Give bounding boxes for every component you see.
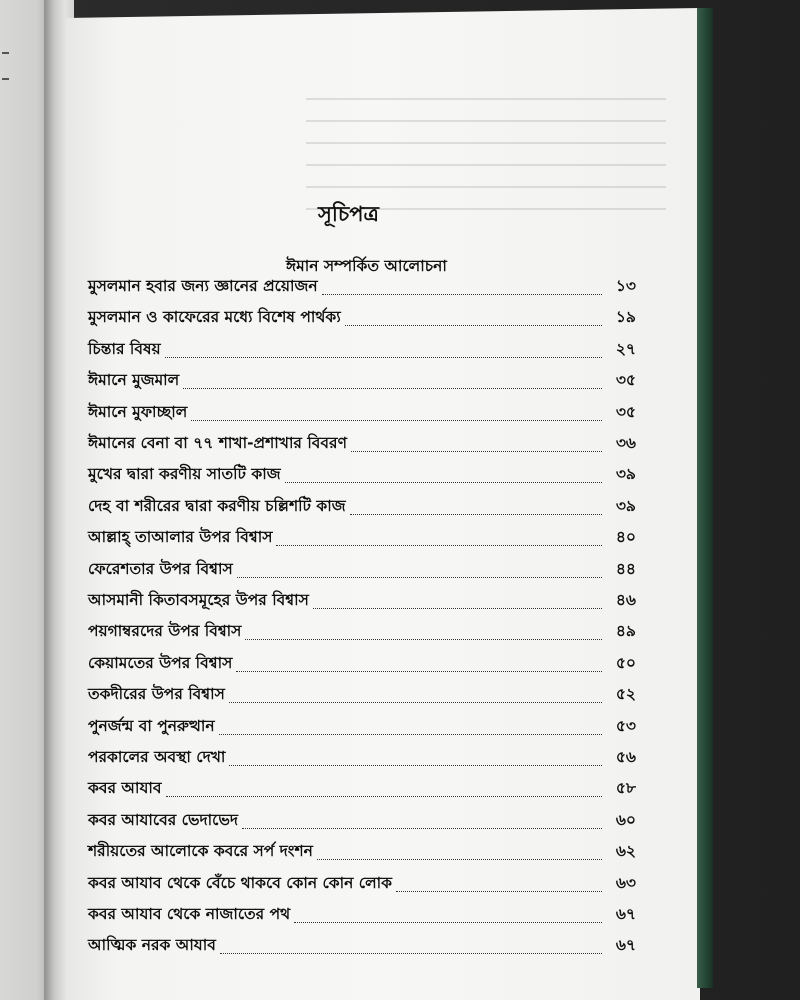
toc-entry bbox=[88, 617, 636, 645]
dot-leader bbox=[276, 545, 602, 546]
toc-entry-page-number: ৩৫ bbox=[615, 371, 636, 390]
toc-entry bbox=[88, 366, 636, 394]
toc-entry-page-number: ৫০ bbox=[615, 653, 636, 672]
toc-entry-label: চিন্তার বিষয় bbox=[88, 339, 161, 358]
toc-entry-label: দেহ বা শরীরের দ্বারা করণীয় চল্লিশটি কাজ bbox=[88, 496, 346, 515]
toc-entry bbox=[88, 460, 636, 488]
toc-title: সূচিপত্র bbox=[318, 202, 379, 226]
dot-leader bbox=[183, 388, 602, 389]
toc-entry-page-number: ৫৩ bbox=[615, 716, 636, 735]
toc-entry bbox=[88, 837, 636, 865]
show-through-text bbox=[306, 98, 666, 258]
toc-entry-page-number: ৪০ bbox=[615, 528, 636, 547]
toc-entry bbox=[88, 900, 636, 928]
toc-entry-label: শরীয়তের আলোকে কবরে সর্প দংশন bbox=[88, 842, 313, 861]
toc-entry bbox=[88, 555, 636, 583]
dot-leader bbox=[396, 891, 602, 892]
toc-entry-page-number: ১৯ bbox=[615, 308, 636, 327]
toc-entry bbox=[88, 931, 636, 959]
toc-entry bbox=[88, 649, 636, 677]
dot-leader bbox=[345, 325, 602, 326]
toc-entry-page-number: ৬০ bbox=[615, 810, 636, 829]
toc-entry-label: পরকালের অবস্থা দেখা bbox=[88, 748, 226, 766]
toc-entry-label: ঈমানে মুজমাল bbox=[88, 371, 180, 390]
toc-entry-label: ঈমানে মুফাচ্ছাল bbox=[88, 402, 188, 421]
toc-entry-label: কবর আযাব থেকে নাজাতের পথ bbox=[88, 905, 291, 923]
toc-entry-label: ফেরেশতার উপর বিশ্বাস bbox=[88, 559, 233, 578]
dot-leader bbox=[191, 420, 602, 421]
toc-entry-page-number: ৪৪ bbox=[615, 559, 636, 578]
dot-leader bbox=[317, 859, 602, 860]
toc-entry bbox=[88, 303, 636, 331]
toc-entry-page-number: ৬২ bbox=[615, 842, 636, 861]
section-heading: ঈমান সম্পর্কিত আলোচনা bbox=[286, 257, 447, 275]
toc-entry-page-number: ৩৫ bbox=[615, 402, 636, 421]
toc-entry-label: কবর আযাবের ভেদাভেদ bbox=[88, 810, 239, 829]
dot-leader bbox=[285, 482, 602, 483]
toc-entry-label: কেয়ামতের উপর বিশ্বাস bbox=[88, 653, 233, 672]
toc-entry bbox=[88, 869, 636, 897]
toc-entry bbox=[88, 429, 636, 457]
toc-entry-label: ঈমানের বেনা বা ৭৭ শাখা-প্রশাখার বিবরণ bbox=[88, 434, 347, 452]
toc-entry-page-number: ৫৬ bbox=[615, 748, 636, 766]
toc-entry bbox=[88, 680, 636, 708]
toc-entry bbox=[88, 523, 636, 551]
toc-entry-label: মুসলমান ও কাফেরের মধ্যে বিশেষ পার্থক্য bbox=[88, 308, 341, 327]
toc-entry bbox=[88, 398, 636, 426]
toc-entry bbox=[88, 272, 636, 300]
dot-leader bbox=[242, 828, 602, 829]
toc-entry-page-number: ৪৯ bbox=[615, 622, 636, 641]
print-mark bbox=[2, 78, 9, 80]
toc-entry bbox=[88, 743, 636, 771]
toc-entry-label: পুনর্জন্ম বা পুনরুত্থান bbox=[88, 716, 215, 735]
dot-leader bbox=[229, 702, 602, 703]
toc-entry-label: মুখের দ্বারা করণীয় সাতটি কাজ bbox=[88, 465, 281, 484]
toc-entry-page-number: ৫২ bbox=[615, 685, 636, 704]
toc-entry-page-number: ১৩ bbox=[615, 277, 636, 295]
dot-leader bbox=[294, 922, 602, 923]
toc-entry bbox=[88, 335, 636, 363]
toc-entry bbox=[88, 586, 636, 614]
toc-entry-label: আল্লাহ্ তাআলার উপর বিশ্বাস bbox=[88, 528, 273, 547]
toc-entry-label: পয়গাম্বরদের উপর বিশ্বাস bbox=[88, 622, 242, 641]
toc-entry-label: কবর আযাব থেকে বেঁচে থাকবে কোন কোন লোক bbox=[88, 873, 392, 892]
book-cover-edge bbox=[697, 8, 713, 988]
toc-entry-page-number: ৫৮ bbox=[615, 779, 636, 798]
print-mark bbox=[2, 52, 9, 54]
toc-entry-page-number: ৩৬ bbox=[615, 434, 636, 452]
toc-entry-page-number: ৬৭ bbox=[615, 905, 636, 923]
dot-leader bbox=[219, 734, 602, 735]
toc-entry bbox=[88, 492, 636, 520]
toc-entry-page-number: ৩৯ bbox=[615, 496, 636, 515]
toc-entry-label: মুসলমান হবার জন্য জ্ঞানের প্রয়োজন bbox=[88, 277, 318, 295]
dot-leader bbox=[220, 953, 602, 954]
dot-leader bbox=[165, 357, 602, 358]
toc-entry-label: আত্মিক নরক আযাব bbox=[88, 936, 216, 955]
dot-leader bbox=[245, 639, 602, 640]
dot-leader bbox=[236, 671, 602, 672]
toc-entry-page-number: ৬৩ bbox=[615, 873, 636, 892]
dot-leader bbox=[350, 514, 602, 515]
dot-leader bbox=[313, 608, 602, 609]
toc-entry-label: তকদীরের উপর বিশ্বাস bbox=[88, 685, 225, 704]
toc-entry bbox=[88, 806, 636, 834]
toc-entry-page-number: ৪৬ bbox=[615, 591, 636, 609]
toc-entry-label: আসমানী কিতাবসমূহের উপর বিশ্বাস bbox=[88, 591, 309, 609]
dot-leader bbox=[229, 765, 602, 766]
dot-leader bbox=[237, 577, 602, 578]
toc-entry bbox=[88, 774, 636, 802]
dot-leader bbox=[166, 796, 602, 797]
toc-entry-page-number: ৬৭ bbox=[615, 936, 636, 955]
toc-entry-label: কবর আযাব bbox=[88, 779, 162, 798]
toc-entry-page-number: ২৭ bbox=[615, 339, 636, 358]
dot-leader bbox=[322, 294, 602, 295]
dot-leader bbox=[351, 451, 602, 452]
toc-entry bbox=[88, 712, 636, 740]
toc-entry-page-number: ৩৯ bbox=[615, 465, 636, 484]
